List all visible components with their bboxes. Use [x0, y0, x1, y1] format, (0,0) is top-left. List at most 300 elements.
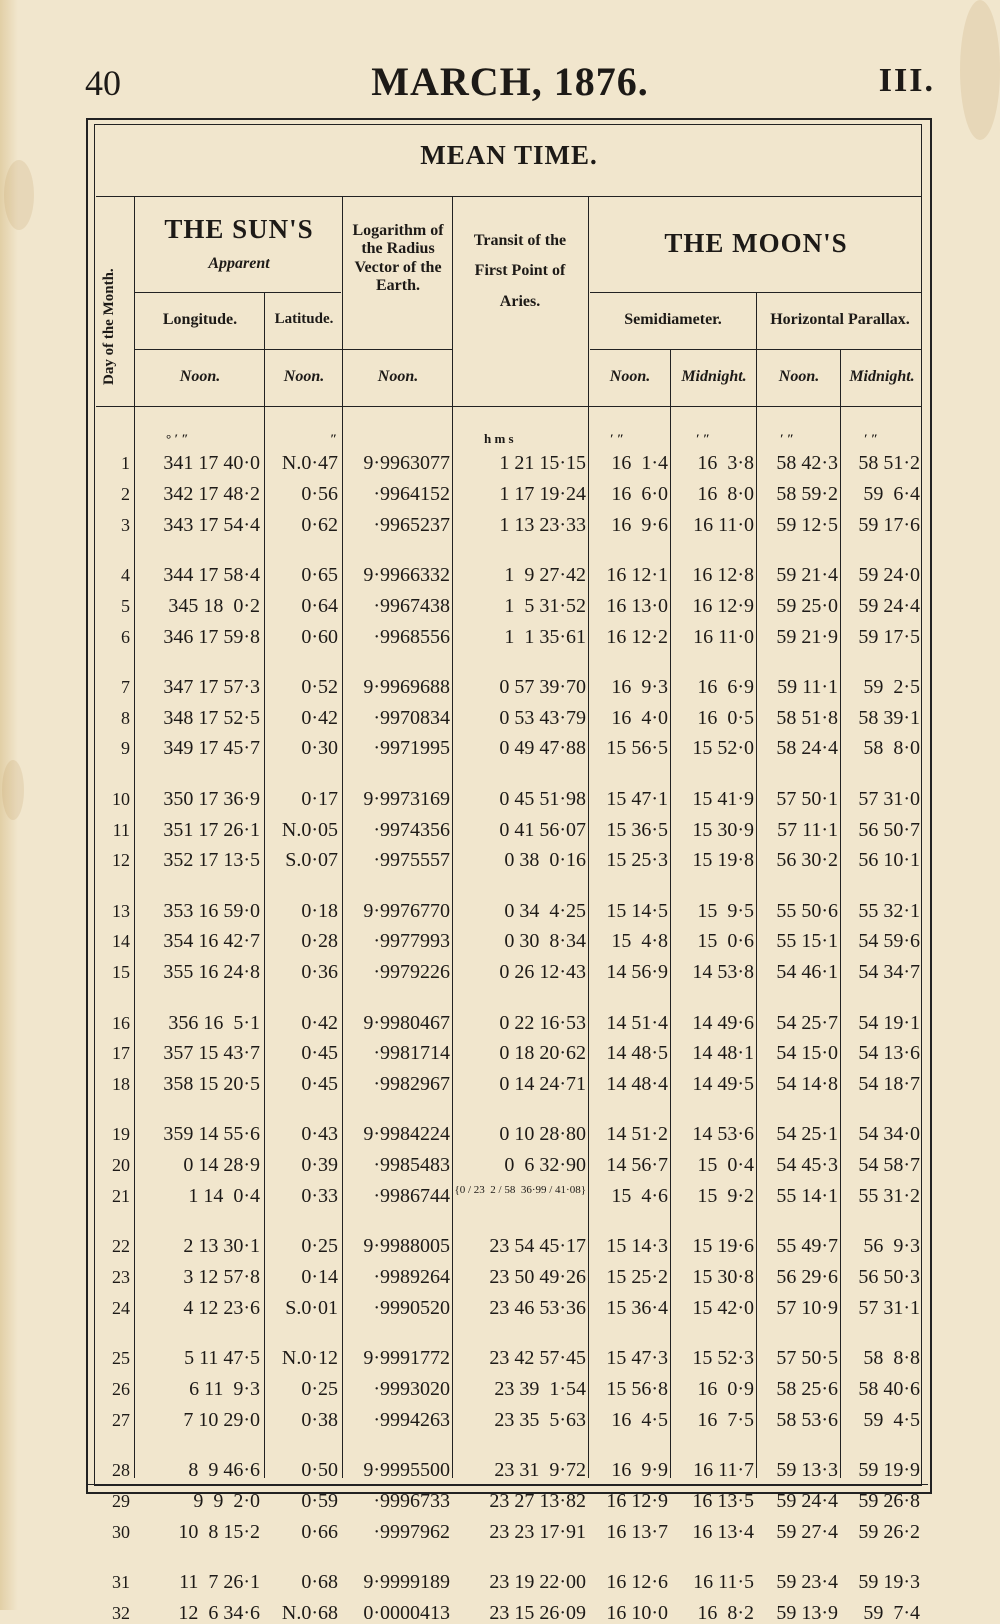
longitude-cell: 5 11 47·5 — [184, 1347, 260, 1370]
semi-noon-cell: 16 6·0 — [611, 482, 668, 505]
table-title: MEAN TIME. — [420, 140, 598, 170]
hp-noon-cell: 54 25·1 — [776, 1123, 838, 1146]
log-radius-cell: ·9990520 — [373, 1296, 450, 1319]
hp-midnight-cell: 56 50·3 — [858, 1266, 920, 1289]
hp-noon-cell: 59 25·0 — [776, 594, 838, 617]
hp-midnight-cell: 58 40·6 — [858, 1378, 920, 1400]
day-cell: 20 — [112, 1155, 130, 1176]
hp-noon-cell: 58 25·6 — [776, 1378, 838, 1400]
log-radius-cell: ·9975557 — [373, 849, 450, 872]
longitude-cell: 11 7 26·1 — [179, 1571, 260, 1593]
day-cell: 27 — [112, 1409, 130, 1430]
midnight-header: Midnight. — [681, 368, 747, 385]
hp-noon-cell: 55 50·6 — [776, 899, 838, 922]
log-radius-cell: 9·9973169 — [363, 787, 450, 810]
log-radius-cell: ·9997962 — [373, 1520, 450, 1543]
latitude-cell: 0·17 — [301, 787, 338, 810]
hp-noon-cell: 54 14·8 — [776, 1073, 838, 1096]
semi-noon-cell: 16 4·5 — [611, 1408, 668, 1431]
semi-midnight-units: ′ ″ — [696, 431, 711, 446]
latitude-cell: 0·60 — [301, 625, 338, 648]
transit-cell: 0 57 39·70 — [499, 675, 586, 698]
day-cell: 1 — [121, 453, 130, 473]
day-cell: 13 — [112, 900, 130, 921]
latitude-cell: 0·14 — [301, 1266, 338, 1289]
hp-noon-cell: 58 42·3 — [776, 452, 838, 474]
semi-noon-cell: 16 4·0 — [611, 706, 668, 729]
latitude-cell: 0·28 — [301, 930, 338, 953]
hp-noon-cell: 59 21·9 — [776, 625, 838, 648]
semi-noon-cell: 15 47·3 — [606, 1347, 668, 1370]
longitude-cell: 350 17 36·9 — [163, 787, 260, 810]
longitude-header: Longitude. — [162, 311, 238, 328]
latitude-cell: 0·50 — [301, 1459, 338, 1482]
transit-cell: 23 35 5·63 — [494, 1408, 586, 1431]
semi-noon-cell: 15 14·3 — [606, 1235, 668, 1258]
day-cell: 16 — [112, 1012, 130, 1033]
latitude-cell: 0·45 — [301, 1073, 338, 1096]
longitude-cell: 342 17 48·2 — [163, 482, 260, 505]
latitude-cell: 0·42 — [301, 706, 338, 729]
semi-noon-cell: 16 12·1 — [606, 563, 668, 586]
longitude-cell: 347 17 57·3 — [163, 675, 260, 698]
semi-noon-cell: 16 13·7 — [606, 1520, 668, 1543]
transit-cell: 23 50 49·26 — [489, 1266, 586, 1289]
semi-midnight-cell: 14 53·6 — [692, 1123, 754, 1146]
log-radius-cell: 9·9991772 — [363, 1347, 450, 1370]
longitude-cell: 346 17 59·8 — [163, 625, 260, 648]
log-radius-cell: ·9993020 — [373, 1378, 450, 1400]
page-number: 40 — [85, 63, 121, 103]
transit-cell: 23 27 13·82 — [489, 1489, 586, 1512]
column-rule — [134, 196, 135, 1478]
hp-midnight-cell: 59 2·5 — [863, 675, 920, 698]
day-cell: 10 — [112, 788, 130, 809]
latitude-cell: 0·42 — [301, 1011, 338, 1034]
hp-midnight-cell: 58 51·2 — [858, 452, 920, 474]
rule — [96, 406, 922, 407]
longitude-cell: 359 14 55·6 — [163, 1123, 260, 1146]
longitude-cell: 9 9 2·0 — [193, 1489, 260, 1512]
transit-cell: 0 49 47·88 — [499, 737, 586, 760]
noon-header: Noon. — [609, 368, 651, 385]
semi-midnight-cell: 15 0·6 — [697, 930, 754, 953]
hp-noon-cell: 54 25·7 — [776, 1011, 838, 1034]
semi-midnight-cell: 15 52·3 — [692, 1347, 754, 1370]
semi-midnight-cell: 16 3·8 — [697, 452, 754, 474]
hp-midnight-cell: 56 50·7 — [858, 818, 920, 841]
longitude-cell: 0 14 28·9 — [183, 1154, 260, 1177]
longitude-cell: 353 16 59·0 — [163, 899, 260, 922]
latitude-cell: S.0·01 — [285, 1296, 338, 1319]
longitude-cell: 344 17 58·4 — [163, 563, 260, 586]
log-radius-cell: ·9979226 — [373, 961, 450, 984]
semi-midnight-cell: 16 7·5 — [697, 1408, 754, 1431]
day-cell: 8 — [121, 707, 130, 728]
semi-midnight-cell: 16 13·5 — [692, 1489, 754, 1512]
hp-noon-cell: 54 45·3 — [776, 1154, 838, 1177]
semi-noon-cell: 15 4·8 — [611, 930, 668, 953]
log-radius-cell: ·9982967 — [373, 1073, 450, 1096]
day-cell: 28 — [112, 1460, 130, 1481]
log-radius-cell: 9·9995500 — [363, 1459, 450, 1482]
semi-midnight-cell: 16 12·8 — [692, 563, 754, 586]
semi-midnight-cell: 15 9·5 — [697, 899, 754, 922]
log-radius-cell: 9·9963077 — [363, 452, 450, 474]
hp-midnight-cell: 59 4·5 — [863, 1408, 920, 1431]
hp-midnight-cell: 54 13·6 — [858, 1042, 920, 1065]
column-rule — [756, 292, 757, 1478]
latitude-cell: 0·52 — [301, 675, 338, 698]
longitude-cell: 356 16 5·1 — [168, 1011, 260, 1034]
longitude-cell: 352 17 13·5 — [163, 849, 260, 872]
semi-midnight-cell: 16 8·2 — [697, 1601, 754, 1624]
column-rule — [452, 196, 453, 1478]
hp-midnight-cell: 59 17·6 — [858, 513, 920, 536]
transit-cell: 0 18 20·62 — [499, 1042, 586, 1065]
log-radius-cell: ·9989264 — [373, 1266, 450, 1289]
moon-group-header: THE MOON'S — [664, 228, 848, 258]
semi-midnight-cell: 14 53·8 — [692, 961, 754, 984]
semi-midnight-cell: 16 11·7 — [693, 1459, 754, 1482]
semi-midnight-cell: 15 19·8 — [692, 849, 754, 872]
day-cell: 3 — [121, 514, 130, 535]
semi-noon-cell: 15 56·8 — [606, 1378, 668, 1400]
hp-midnight-cell: 54 58·7 — [858, 1154, 920, 1177]
log-radius-cell: ·9971995 — [373, 737, 450, 760]
transit-cell: 0 45 51·98 — [499, 787, 586, 810]
semi-noon-cell: 14 51·4 — [606, 1011, 668, 1034]
semi-noon-cell: 15 4·6 — [611, 1185, 668, 1207]
transit-cell: 23 31 9·72 — [494, 1459, 586, 1482]
log-radius-cell: ·9986744 — [373, 1185, 450, 1207]
transit-cell: 0 53 43·79 — [499, 706, 586, 729]
column-rule — [670, 349, 671, 1478]
transit-cell: 0 38 0·16 — [504, 849, 586, 872]
hp-noon-cell: 59 12·5 — [776, 513, 838, 536]
longitude-cell: 357 15 43·7 — [163, 1042, 260, 1065]
day-cell: 18 — [112, 1074, 130, 1095]
longitude-cell: 1 14 0·4 — [188, 1185, 260, 1207]
semi-noon-cell: 16 1·4 — [611, 452, 668, 474]
hp-noon-cell: 59 27·4 — [776, 1520, 838, 1543]
semi-noon-cell: 14 51·2 — [606, 1123, 668, 1146]
log-radius-cell: 9·9966332 — [363, 563, 450, 586]
semi-midnight-cell: 16 11·5 — [693, 1571, 754, 1593]
semi-noon-cell: 16 9·3 — [611, 675, 668, 698]
day-cell: 19 — [112, 1124, 130, 1145]
page-header — [85, 58, 935, 108]
transit-cell: 23 54 45·17 — [489, 1235, 586, 1258]
semi-noon-cell: 15 14·5 — [606, 899, 668, 922]
semi-midnight-cell: 16 6·9 — [697, 675, 754, 698]
semi-noon-cell: 16 9·9 — [611, 1459, 668, 1482]
semi-noon-units: ′ ″ — [610, 431, 625, 446]
longitude-cell: 349 17 45·7 — [163, 737, 260, 760]
semi-noon-cell: 15 36·5 — [606, 818, 668, 841]
latitude-cell: N.0·47 — [281, 452, 338, 474]
latitude-header: Latitude. — [274, 311, 334, 327]
latitude-cell: 0·33 — [301, 1185, 338, 1207]
hp-midnight-cell: 56 10·1 — [858, 849, 920, 872]
hp-midnight-cell: 59 17·5 — [858, 625, 920, 648]
section-number: III. — [878, 62, 935, 99]
latitude-cell: 0·39 — [301, 1154, 338, 1177]
latitude-cell: N.0·12 — [281, 1347, 338, 1370]
hp-noon-cell: 57 50·5 — [776, 1347, 838, 1370]
longitude-cell: 345 18 0·2 — [168, 594, 260, 617]
day-cell: 31 — [112, 1572, 130, 1592]
day-cell: 26 — [112, 1379, 130, 1399]
page-title: MARCH, 1876. — [371, 59, 649, 104]
stain — [2, 760, 24, 820]
semi-noon-cell: 15 25·3 — [606, 849, 668, 872]
semi-midnight-cell: 16 11·0 — [693, 513, 754, 536]
hp-noon-cell: 57 10·9 — [776, 1296, 838, 1319]
hp-noon-cell: 56 30·2 — [776, 849, 838, 872]
transit-cell: 0 10 28·80 — [499, 1123, 586, 1146]
latitude-cell: 0·56 — [301, 482, 338, 505]
log-radius-cell: ·9981714 — [373, 1042, 450, 1065]
longitude-cell: 7 10 29·0 — [183, 1408, 260, 1431]
hp-midnight-cell: 59 6·4 — [863, 482, 920, 505]
rule — [96, 196, 922, 197]
hp-midnight-cell: 59 24·0 — [858, 563, 920, 586]
transit-cell: 23 39 1·54 — [494, 1378, 586, 1400]
transit-cell: 0 6 32·90 — [504, 1154, 586, 1177]
hp-noon-cell: 59 24·4 — [776, 1489, 838, 1512]
log-radius-cell: 9·9980467 — [363, 1011, 450, 1034]
longitude-cell: 341 17 40·0 — [163, 452, 260, 474]
transit-cell: 23 15 26·09 — [489, 1601, 586, 1624]
transit-cell: 23 19 22·00 — [489, 1571, 586, 1593]
hp-midnight-cell: 54 59·6 — [858, 930, 920, 953]
hp-noon-cell: 58 59·2 — [776, 482, 838, 505]
longitude-cell: 8 9 46·6 — [188, 1459, 260, 1482]
hp-noon-cell: 58 51·8 — [776, 706, 838, 729]
hp-midnight-cell: 57 31·0 — [858, 787, 920, 810]
noon-header: Noon. — [283, 368, 325, 385]
semi-midnight-cell: 14 49·6 — [692, 1011, 754, 1034]
day-cell: 12 — [112, 850, 130, 871]
column-rule — [588, 196, 589, 1478]
longitude-cell: 3 12 57·8 — [183, 1266, 260, 1289]
semi-noon-cell: 15 36·4 — [606, 1296, 668, 1319]
latitude-cell: 0·64 — [301, 594, 338, 617]
day-cell: 2 — [121, 483, 130, 504]
semi-midnight-cell: 16 0·5 — [697, 706, 754, 729]
semi-noon-cell: 14 56·9 — [606, 961, 668, 984]
transit-cell: 0 14 24·71 — [499, 1073, 586, 1096]
semi-noon-cell: 16 12·2 — [606, 625, 668, 648]
rule — [135, 292, 341, 293]
log-radius-cell: 9·9999189 — [363, 1571, 450, 1593]
log-radius-cell: ·9965237 — [373, 513, 450, 536]
latitude-cell: 0·68 — [301, 1571, 338, 1593]
hp-midnight-cell: 59 26·2 — [858, 1520, 920, 1543]
midnight-header: Midnight. — [849, 368, 915, 385]
hp-midnight-units: ′ ″ — [864, 431, 879, 446]
day-cell: 30 — [112, 1521, 130, 1542]
semi-midnight-cell: 15 41·9 — [692, 787, 754, 810]
hp-noon-cell: 58 53·6 — [776, 1408, 838, 1431]
latitude-cell: 0·59 — [301, 1489, 338, 1512]
log-radius-cell: ·9970834 — [373, 706, 450, 729]
day-cell: 4 — [121, 564, 130, 585]
hp-noon-cell: 55 14·1 — [776, 1185, 838, 1207]
transit-cell: 1 17 19·24 — [499, 482, 586, 505]
hp-noon-units: ′ ″ — [780, 431, 795, 446]
sun-group-header: THE SUN'S — [164, 214, 314, 244]
log-radius-cell: ·9967438 — [373, 594, 450, 617]
semi-midnight-cell: 16 12·9 — [692, 594, 754, 617]
transit-cell: 0 30 8·34 — [504, 930, 586, 953]
semi-midnight-cell: 16 0·9 — [697, 1378, 754, 1400]
semi-noon-cell: 14 56·7 — [606, 1154, 668, 1177]
log-radius-cell: ·9985483 — [373, 1154, 450, 1177]
semi-midnight-cell: 16 8·0 — [697, 482, 754, 505]
day-cell: 5 — [121, 595, 130, 616]
semi-noon-cell: 15 56·5 — [606, 737, 668, 760]
hp-noon-cell: 59 23·4 — [776, 1571, 838, 1593]
latitude-cell: 0·25 — [301, 1378, 338, 1400]
column-rule — [342, 196, 343, 1478]
hp-noon-cell: 57 50·1 — [776, 787, 838, 810]
hp-noon-cell: 59 11·1 — [777, 675, 838, 698]
hp-midnight-cell: 58 39·1 — [858, 706, 920, 729]
longitude-cell: 354 16 42·7 — [163, 930, 260, 953]
hp-midnight-cell: 58 8·0 — [863, 737, 920, 760]
semi-midnight-cell: 14 49·5 — [692, 1073, 754, 1096]
hp-midnight-cell: 59 19·3 — [858, 1571, 920, 1593]
transit-cell: 0 22 16·53 — [499, 1011, 586, 1034]
noon-header: Noon. — [778, 368, 820, 385]
log-radius-cell: 9·9976770 — [363, 899, 450, 922]
transit-cell: 23 46 53·36 — [489, 1296, 586, 1319]
log-radius-cell: ·9996733 — [373, 1489, 450, 1512]
hp-midnight-cell: 54 34·7 — [858, 961, 920, 984]
transit-cell: 0 26 12·43 — [499, 961, 586, 984]
day-cell: 22 — [112, 1236, 130, 1257]
transit-cell: 0 41 56·07 — [499, 818, 586, 841]
semi-noon-cell: 16 12·9 — [606, 1489, 668, 1512]
log-radius-header: Logarithm of the Radius Vector of the Earth. — [352, 222, 444, 295]
longitude-cell: 343 17 54·4 — [163, 513, 260, 536]
sun-apparent-header: Apparent — [208, 255, 270, 272]
hp-noon-cell: 58 24·4 — [776, 737, 838, 760]
hp-noon-cell: 59 13·3 — [776, 1459, 838, 1482]
semi-noon-cell: 16 9·6 — [611, 513, 668, 536]
transit-header: Transit of the First Point of Aries. — [473, 232, 567, 310]
hp-midnight-cell: 54 34·0 — [858, 1123, 920, 1146]
transit-cell: {0 / 23 2 / 58 36·99 / 41·08} — [454, 1184, 586, 1196]
latitude-cell: 0·45 — [301, 1042, 338, 1065]
horizontal-parallax-header: Horizontal Parallax. — [770, 311, 910, 328]
latitude-cell: 0·25 — [301, 1235, 338, 1258]
hp-noon-cell: 54 46·1 — [776, 961, 838, 984]
column-rule — [840, 349, 841, 1478]
transit-cell: 0 34 4·25 — [504, 899, 586, 922]
rule — [88, 1484, 928, 1485]
rule — [135, 349, 453, 350]
log-radius-cell: ·9994263 — [373, 1408, 450, 1431]
semi-noon-cell: 14 48·5 — [606, 1042, 668, 1065]
latitude-units: ″ — [330, 431, 338, 446]
hp-noon-cell: 59 13·9 — [776, 1601, 838, 1624]
hp-noon-cell: 57 11·1 — [777, 818, 838, 841]
noon-header: Noon. — [377, 368, 419, 385]
longitude-cell: 4 12 23·6 — [183, 1296, 260, 1319]
log-radius-cell: 0·0000413 — [363, 1601, 450, 1624]
semi-midnight-cell: 15 52·0 — [692, 737, 754, 760]
transit-cell: 1 21 15·15 — [499, 452, 586, 474]
day-cell: 7 — [121, 676, 130, 697]
latitude-cell: N.0·05 — [281, 818, 338, 841]
latitude-cell: 0·43 — [301, 1123, 338, 1146]
transit-cell: 1 1 35·61 — [504, 625, 586, 648]
noon-header: Noon. — [179, 368, 221, 385]
semi-midnight-cell: 15 19·6 — [692, 1235, 754, 1258]
latitude-cell: 0·18 — [301, 899, 338, 922]
semi-noon-cell: 16 13·0 — [606, 594, 668, 617]
longitude-cell: 10 8 15·2 — [178, 1520, 260, 1543]
semi-midnight-cell: 15 0·4 — [697, 1154, 754, 1177]
latitude-cell: 0·30 — [301, 737, 338, 760]
hp-midnight-cell: 54 18·7 — [858, 1073, 920, 1096]
hp-midnight-cell: 57 31·1 — [858, 1296, 920, 1319]
longitude-cell: 2 13 30·1 — [183, 1235, 260, 1258]
transit-cell: 23 23 17·91 — [489, 1520, 586, 1543]
day-cell: 23 — [112, 1267, 130, 1288]
log-radius-cell: 9·9969688 — [363, 675, 450, 698]
day-cell: 21 — [112, 1186, 130, 1206]
hp-midnight-cell: 55 31·2 — [858, 1185, 920, 1207]
hp-noon-cell: 55 49·7 — [776, 1235, 838, 1258]
latitude-cell: 0·36 — [301, 961, 338, 984]
hp-noon-cell: 54 15·0 — [776, 1042, 838, 1065]
semi-midnight-cell: 16 13·4 — [692, 1520, 754, 1543]
longitude-cell: 355 16 24·8 — [163, 961, 260, 984]
hp-noon-cell: 56 29·6 — [776, 1266, 838, 1289]
log-radius-cell: ·9964152 — [373, 482, 450, 505]
day-cell: 9 — [121, 738, 130, 759]
semi-noon-cell: 15 25·2 — [606, 1266, 668, 1289]
hp-noon-cell: 55 15·1 — [776, 930, 838, 953]
semi-midnight-cell: 15 30·8 — [692, 1266, 754, 1289]
hp-noon-cell: 59 21·4 — [776, 563, 838, 586]
day-cell: 6 — [121, 626, 130, 647]
hp-midnight-cell: 59 19·9 — [858, 1459, 920, 1482]
semi-midnight-cell: 15 9·2 — [697, 1185, 754, 1207]
log-radius-cell: 9·9988005 — [363, 1235, 450, 1258]
day-cell: 17 — [112, 1043, 130, 1064]
latitude-cell: S.0·07 — [285, 849, 338, 872]
hp-midnight-cell: 59 7·4 — [863, 1601, 920, 1624]
latitude-cell: 0·38 — [301, 1408, 338, 1431]
day-cell: 15 — [112, 962, 130, 983]
transit-cell: 1 9 27·42 — [504, 563, 586, 586]
latitude-cell: N.0·68 — [281, 1601, 338, 1624]
day-cell: 32 — [112, 1602, 130, 1623]
hp-midnight-cell: 55 32·1 — [858, 899, 920, 922]
latitude-cell: 0·65 — [301, 563, 338, 586]
semi-midnight-cell: 16 11·0 — [693, 625, 754, 648]
hp-midnight-cell: 54 19·1 — [858, 1011, 920, 1034]
longitude-cell: 348 17 52·5 — [163, 706, 260, 729]
semi-noon-cell: 15 47·1 — [606, 787, 668, 810]
longitude-cell: 351 17 26·1 — [163, 818, 260, 841]
latitude-cell: 0·62 — [301, 513, 338, 536]
